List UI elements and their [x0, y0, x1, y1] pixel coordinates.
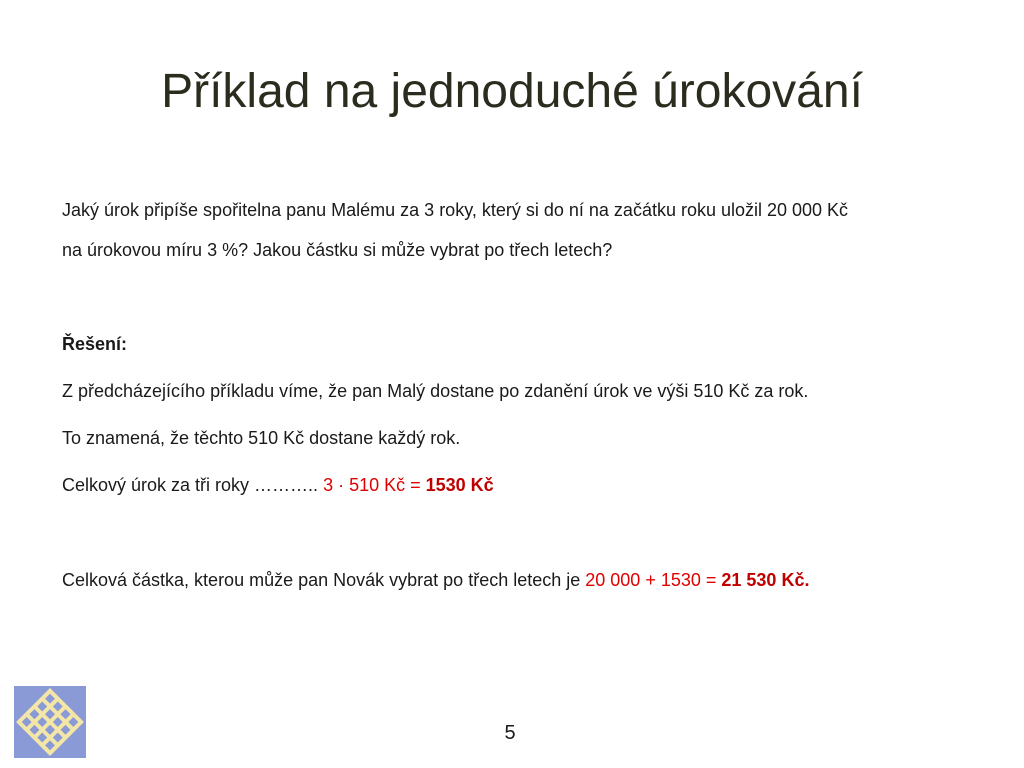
page-number: 5: [504, 722, 516, 744]
interest-line: [62, 460, 982, 510]
woven-diamond-logo-icon: [14, 686, 86, 758]
slide-content: [62, 190, 982, 600]
solution-line-1: Z předcházejícího příkladu víme, že pan Malý dostane po zdanění úrok ve výši 510 Kč za rok.: [62, 381, 809, 401]
problem-line-2: na úrokovou míru 3 %? Jakou částku si může vybrat po třech letech?: [62, 240, 613, 260]
total-label: Celková částka, kterou může pan Novák vybrat po třech letech je: [62, 570, 586, 590]
logo-graphic: [14, 686, 86, 758]
interest-result: 1530 Kč: [425, 475, 494, 495]
interest-calculation: 3 · 510 Kč =: [323, 475, 426, 495]
slide-title: Příklad na jednoduché úrokování: [161, 65, 863, 118]
solution-line-2: To znamená, že těchto 510 Kč dostane každý rok.: [62, 428, 461, 448]
total-calculation: 20 000 + 1530 =: [585, 570, 722, 590]
spacer: [62, 270, 982, 322]
solution-heading: Řešení:: [62, 334, 128, 354]
interest-label: Celkový úrok za tři roky ………..: [62, 475, 324, 495]
problem-line-1: Jaký úrok připíše spořitelna panu Malému za 3 roky, který si do ní na začátku roku uložil 20 000 Kč: [62, 200, 849, 220]
spacer: [62, 510, 982, 560]
total-result: 21 530 Kč.: [721, 570, 810, 590]
total-line: [62, 560, 982, 600]
